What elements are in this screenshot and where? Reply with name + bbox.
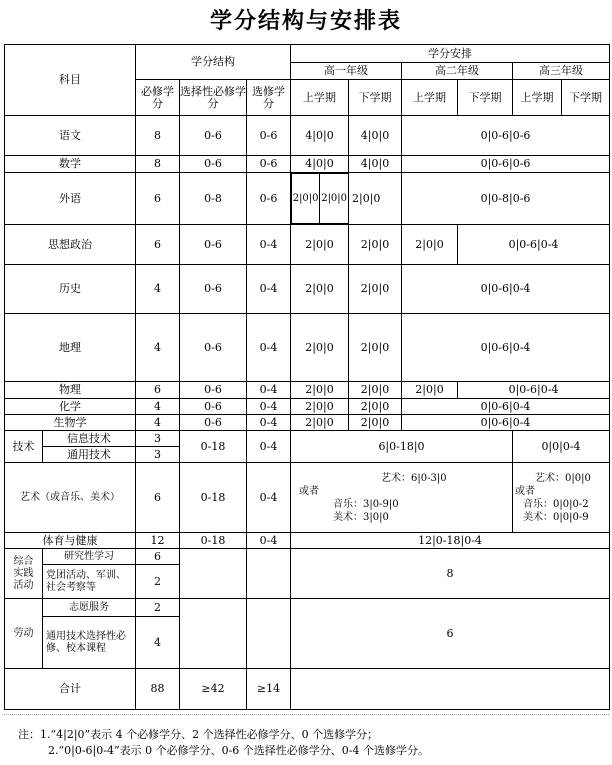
tech-general-name: 通用技术 <box>43 447 136 463</box>
g1-term1-part-b: 2|0|0 <box>320 174 348 224</box>
elective-credit: 0-4 <box>247 265 291 314</box>
table-row <box>5 549 610 565</box>
elective-credit: 0-4 <box>247 382 291 399</box>
practice-social: 党团活动、军训、社会考察等 <box>43 565 136 599</box>
elective-credit: 0-4 <box>247 415 291 431</box>
elective-required-credit: 0-6 <box>180 156 247 173</box>
arts-right-art: 艺术：0|0|0 <box>535 472 591 484</box>
header-g1-term1: 上学期 <box>291 80 349 116</box>
elective-required-credit: 0-6 <box>180 314 247 382</box>
arts-right-music: 音乐：0|0|0-2 <box>523 498 589 510</box>
later-terms-credit: 0|0-6|0-4 <box>458 225 610 265</box>
tech-info-required: 3 <box>136 431 180 447</box>
practice-group <box>5 549 43 599</box>
required-credit: 4 <box>136 399 180 415</box>
note-line-1: 注：1.“4|2|0”表示 4 个必修学分、2 个选择性必修学分、0 个选修学分； <box>18 728 379 741</box>
table-row <box>5 599 610 617</box>
tech-group: 技术 <box>5 431 43 463</box>
g1-term1-credit: 2|0|0 <box>291 415 349 431</box>
note-line-2: 2.“0|0-6|0-4”表示 0 个必修学分、0-6 个选择性必修学分、0-4 个选修学分。 <box>48 744 429 757</box>
subject-name: 艺术（或音乐、美术） <box>5 463 136 533</box>
g1-term2-credit: 2|0|0 <box>349 399 402 415</box>
arts-left-art: 艺术：6|0-3|0 <box>381 472 447 484</box>
later-terms-credit: 0|0-8|0-6 <box>402 173 610 225</box>
table-row <box>5 399 610 415</box>
g1-term1-credit: 4|0|0 <box>291 116 349 156</box>
header-elective-required: 选择性必修学分 <box>180 80 247 116</box>
elective-credit: 0-6 <box>247 156 291 173</box>
labor-group: 劳动 <box>5 599 43 669</box>
total-required: 88 <box>136 669 180 710</box>
table-row <box>5 314 610 382</box>
arts-right-fine: 美术：0|0|0-9 <box>523 511 589 523</box>
g1-term2-credit: 2|0|0 <box>349 382 402 399</box>
practice-elective <box>247 549 291 599</box>
header-required: 必修学分 <box>136 80 180 116</box>
subject-name: 物理 <box>5 382 136 399</box>
later-terms-credit: 0|0-6|0-6 <box>402 116 610 156</box>
practice-span: 8 <box>291 549 610 599</box>
later-terms-credit: 0|0-6|0-4 <box>402 314 610 382</box>
required-credit: 8 <box>136 156 180 173</box>
table-row <box>5 173 610 225</box>
table-row <box>5 463 610 533</box>
header-g2-term1: 上学期 <box>402 80 458 116</box>
table-row <box>5 116 610 156</box>
header-credit-arrangement: 学分安排 <box>291 45 610 63</box>
g1-term1-split <box>291 173 349 225</box>
labor-volunteer-required: 2 <box>136 599 180 617</box>
total-name: 合计 <box>5 669 136 710</box>
required-credit: 6 <box>136 173 180 225</box>
subject-name: 地理 <box>5 314 136 382</box>
elective-credit: 0-6 <box>247 173 291 225</box>
header-g3-term1: 上学期 <box>513 80 562 116</box>
labor-span: 6 <box>291 599 610 669</box>
labor-elective <box>247 599 291 669</box>
g1-term2-credit: 2|0|0 <box>349 265 402 314</box>
table-row <box>5 382 610 399</box>
elective-required-credit: 0-8 <box>180 173 247 225</box>
required-credit: 6 <box>136 382 180 399</box>
header-g2-term2: 下学期 <box>458 80 513 116</box>
later-terms-credit: 0|0-6|0-4 <box>402 399 610 415</box>
practice-group-line1: 综合 <box>13 555 34 567</box>
practice-social-required: 2 <box>136 565 180 599</box>
elective-credit: 0-4 <box>247 225 291 265</box>
elective-credit: 0-4 <box>247 399 291 415</box>
header-g1-term2: 下学期 <box>349 80 402 116</box>
elective-credit: 0-4 <box>247 533 291 549</box>
elective-required-credit: 0-6 <box>180 415 247 431</box>
tech-elective: 0-4 <box>247 431 291 463</box>
subject-name: 生物学 <box>5 415 136 431</box>
arts-left-music: 音乐：3|0-9|0 <box>333 498 399 510</box>
required-credit: 6 <box>136 463 180 533</box>
page-title: 学分结构与安排表 <box>209 9 402 34</box>
total-span <box>291 669 610 710</box>
g1-term1-credit: 2|0|0 <box>291 265 349 314</box>
practice-research: 研究性学习 <box>43 549 136 565</box>
g2-term1-credit: 2|0|0 <box>402 382 458 399</box>
table-row <box>5 265 610 314</box>
required-credit: 4 <box>136 314 180 382</box>
practice-research-required: 6 <box>136 549 180 565</box>
elective-required-credit: 0-6 <box>180 225 247 265</box>
practice-elective-required <box>180 549 247 599</box>
arts-option-left <box>291 463 513 533</box>
elective-required-credit: 0-6 <box>180 116 247 156</box>
table-row <box>5 533 610 549</box>
tech-span-2: 0|0|0-4 <box>513 431 610 463</box>
labor-elective-required <box>180 599 247 669</box>
elective-credit: 0-4 <box>247 314 291 382</box>
notes <box>4 714 609 763</box>
total-elective: ≥14 <box>247 669 291 710</box>
labor-volunteer: 志愿服务 <box>43 599 136 617</box>
tech-elective-required: 0-18 <box>180 431 247 463</box>
subject-name: 体育与健康 <box>5 533 136 549</box>
table-row <box>5 669 610 710</box>
later-terms-credit: 0|0-6|0-4 <box>402 265 610 314</box>
elective-credit: 0-6 <box>247 116 291 156</box>
later-terms-credit: 0|0-6|0-6 <box>402 156 610 173</box>
elective-required-credit: 0-6 <box>180 382 247 399</box>
g1-term1-part-a: 2|0|0 <box>292 174 320 224</box>
g1-term2-credit: 2|0|0 <box>349 225 402 265</box>
subject-name: 外语 <box>5 173 136 225</box>
header-grade1: 高一年级 <box>291 63 402 80</box>
elective-required-credit: 0-6 <box>180 399 247 415</box>
table-row <box>5 156 610 173</box>
practice-group-line2: 实践 <box>13 567 34 579</box>
labor-course: 通用技术选择性必修、校本课程 <box>43 617 136 669</box>
subject-name: 历史 <box>5 265 136 314</box>
labor-course-required: 4 <box>136 617 180 669</box>
g1-term2-credit: 4|0|0 <box>349 116 402 156</box>
g1-term1-credit: 2|0|0 <box>291 314 349 382</box>
required-credit: 8 <box>136 116 180 156</box>
tech-span-1: 6|0-18|0 <box>291 431 513 463</box>
g1-term1-credit: 2|0|0 <box>291 399 349 415</box>
subject-name: 思想政治 <box>5 225 136 265</box>
g1-term1-credit: 4|0|0 <box>291 156 349 173</box>
tech-general-required: 3 <box>136 447 180 463</box>
required-credit: 6 <box>136 225 180 265</box>
g1-term2-credit: 2|0|0 <box>349 314 402 382</box>
arts-left-or: 或者 <box>299 485 319 497</box>
arts-left-fine: 美术：3|0|0 <box>333 511 389 523</box>
practice-group-line3: 活动 <box>13 579 34 591</box>
header-g3-term2: 下学期 <box>562 80 610 116</box>
table-row <box>5 431 610 447</box>
required-credit: 4 <box>136 415 180 431</box>
header-grade3: 高三年级 <box>513 63 610 80</box>
elective-required-credit: 0-6 <box>180 265 247 314</box>
header-credit-structure: 学分结构 <box>136 45 291 80</box>
g1-term2-credit: 4|0|0 <box>349 156 402 173</box>
required-credit: 12 <box>136 533 180 549</box>
g2-term1-credit: 2|0|0 <box>402 225 458 265</box>
later-terms-credit: 0|0-6|0-4 <box>458 382 610 399</box>
subject-name: 语文 <box>5 116 136 156</box>
table-row <box>5 225 610 265</box>
g1-term1-credit: 2|0|0 <box>291 225 349 265</box>
header-elective: 选修学分 <box>247 80 291 116</box>
arts-right-or: 或者 <box>515 485 535 497</box>
g1-term2-credit: 2|0|0 <box>349 173 402 225</box>
g1-term2-credit: 2|0|0 <box>349 415 402 431</box>
elective-required-credit: 0-18 <box>180 533 247 549</box>
tech-info-name: 信息技术 <box>43 431 136 447</box>
header-grade2: 高二年级 <box>402 63 513 80</box>
g1-term1-credit: 2|0|0 <box>291 382 349 399</box>
header-subject: 科目 <box>5 45 136 116</box>
elective-credit: 0-4 <box>247 463 291 533</box>
pe-span: 12|0-18|0-4 <box>291 533 610 549</box>
elective-required-credit: 0-18 <box>180 463 247 533</box>
later-terms-credit: 0|0-6|0-4 <box>402 415 610 431</box>
required-credit: 4 <box>136 265 180 314</box>
credit-table <box>4 44 610 710</box>
table-row <box>5 415 610 431</box>
subject-name: 数学 <box>5 156 136 173</box>
subject-name: 化学 <box>5 399 136 415</box>
total-elective-required: ≥42 <box>180 669 247 710</box>
arts-option-right <box>513 463 610 533</box>
